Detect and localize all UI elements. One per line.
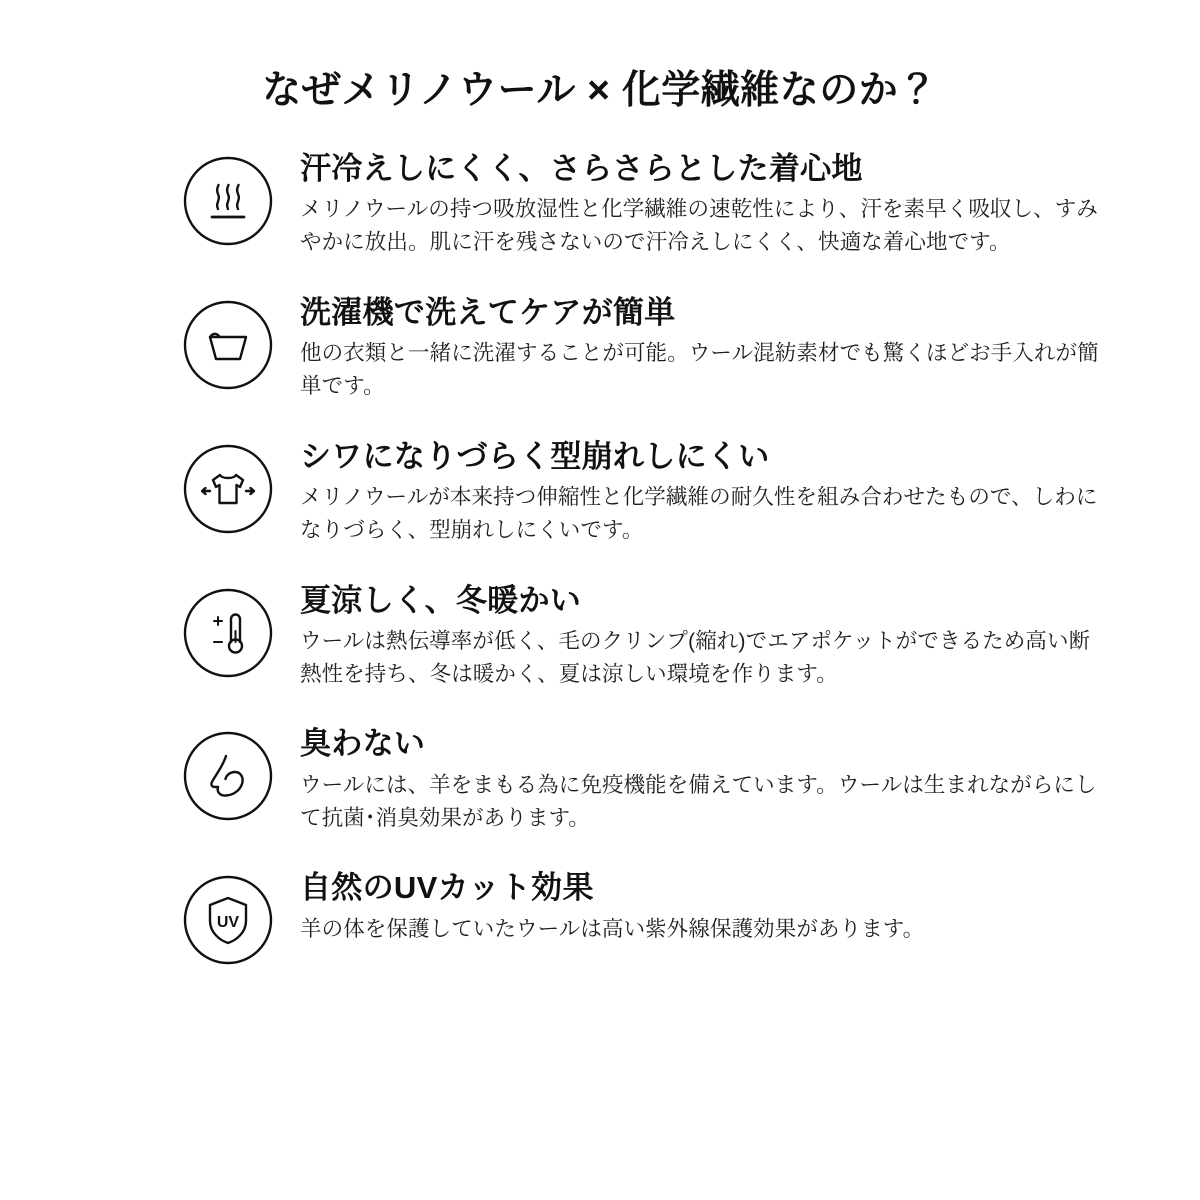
feature-body: 羊の体を保護していたウールは高い紫外線保護効果があります。 xyxy=(300,916,925,941)
feature-text xyxy=(300,868,1100,945)
page-title: なぜメリノウール × 化学繊維なのか？ xyxy=(262,69,938,112)
feature-list xyxy=(60,145,1140,965)
feature-heading: 汗冷えしにくく、さらさらとした着心地 xyxy=(300,150,863,186)
feature-text xyxy=(300,293,1100,403)
feature-heading: 自然のUVカット効果 xyxy=(300,870,594,906)
feature-heading: 洗濯機で洗えてケアが簡単 xyxy=(300,294,676,330)
feature-heading: シワになりづらく型崩れしにくい xyxy=(300,438,770,474)
nose-icon xyxy=(180,724,276,820)
feature-heading: 夏涼しく、冬暖かい xyxy=(300,582,582,618)
feature-body: メリノウールの持つ吸放湿性と化学繊維の速乾性により、汗を素早く吸収し、すみやかに放出。肌に汗を残さないので汗冷えしにくく、快適な着心地です。 xyxy=(300,197,1098,255)
thermometer-icon xyxy=(180,581,276,677)
washing-machine-icon xyxy=(180,293,276,389)
feature-body: ウールは熱伝導率が低く、毛のクリンプ(縮れ)でエアポケットができるため高い断熱性を持ち、冬は暖かく、夏は涼しい環境を作ります。 xyxy=(300,629,1091,686)
feature-text xyxy=(300,581,1100,691)
feature-body: メリノウールが本来持つ伸縮性と化学繊維の耐久性を組み合わせたもので、しわになりづらく、型崩れしにくいです。 xyxy=(300,485,1098,542)
feature-item xyxy=(180,149,1100,259)
feature-text xyxy=(300,149,1100,259)
heat-waves-icon xyxy=(180,149,276,245)
feature-item xyxy=(180,293,1100,403)
feature-text xyxy=(300,724,1100,834)
feature-item xyxy=(180,724,1100,834)
stretch-tshirt-icon xyxy=(180,437,276,533)
feature-body: 他の衣類と一緒に洗濯することが可能。ウール混紡素材でも驚くほどお手入れが簡単です。 xyxy=(300,341,1099,398)
feature-body: ウールには、羊をまもる為に免疫機能を備えています。ウールは生まれながらにして抗菌･消臭効果があります。 xyxy=(300,773,1097,830)
feature-text xyxy=(300,437,1100,547)
feature-item xyxy=(180,868,1100,964)
uv-shield-icon xyxy=(180,868,276,964)
uv-shield-label: UV xyxy=(216,914,240,932)
feature-item xyxy=(180,581,1100,691)
feature-heading: 臭わない xyxy=(300,726,426,762)
feature-item xyxy=(180,437,1100,547)
